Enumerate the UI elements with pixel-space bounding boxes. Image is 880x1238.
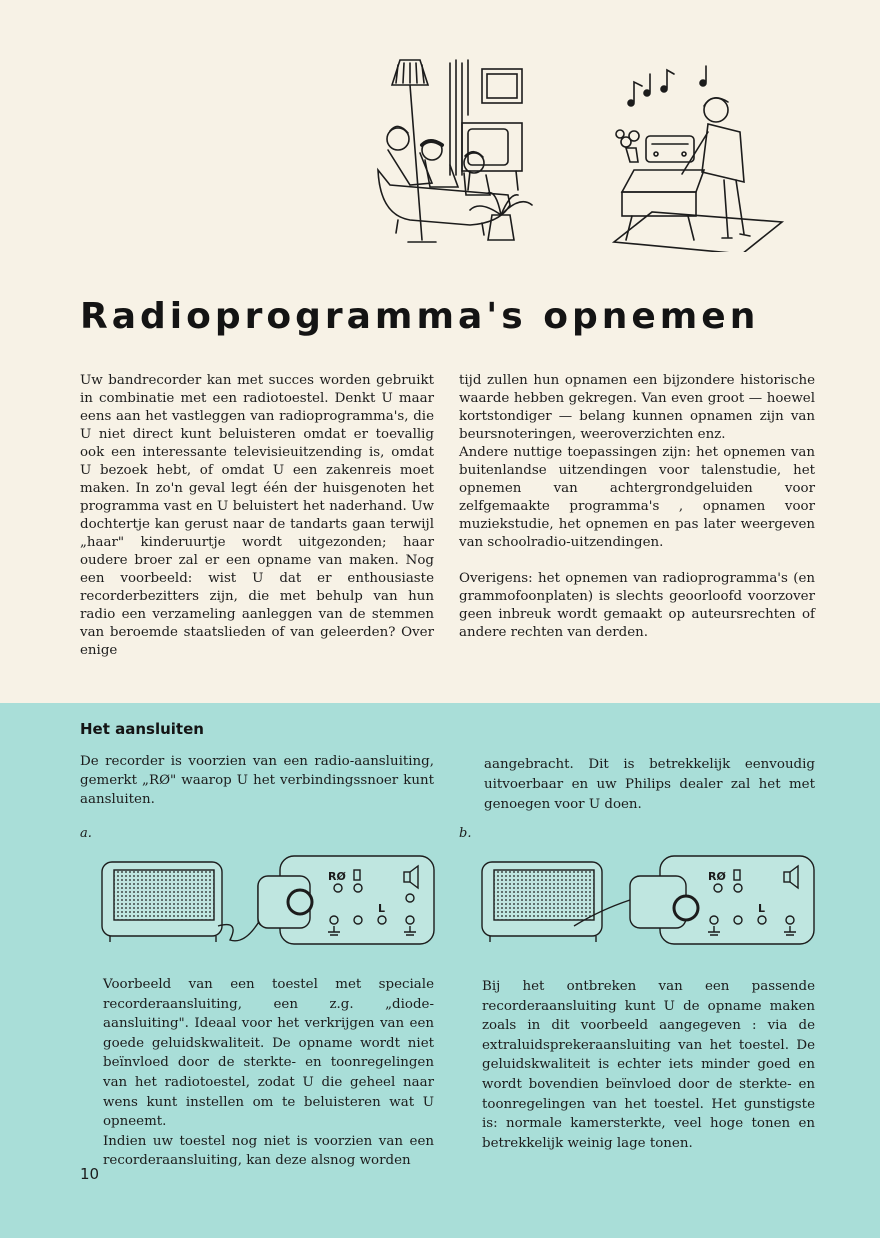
figure-a-caption bbox=[103, 975, 434, 1171]
figure-b-ro-label: RØ bbox=[708, 870, 726, 883]
figure-a-ro-label: RØ bbox=[328, 870, 346, 883]
intro-left-column bbox=[80, 372, 434, 660]
figure-a-diagram bbox=[100, 850, 440, 950]
section-heading: Het aansluiten bbox=[80, 720, 204, 738]
figure-a-l-label: L bbox=[378, 902, 386, 915]
intro-right-paragraph-2: Andere nuttige toepassingen zijn: het opnemen van buitenlandse uitzendingen voor talenstudie, het opnemen van achtergrondgeluiden voor zelfgemaakte programma's , opnamen voor muziekstudie, het opnemen en pas later weergeven van schoolradio-uitzendingen. bbox=[459, 445, 815, 550]
figure-b-label: b. bbox=[459, 826, 472, 841]
connect-left-paragraph: De recorder is voorzien van een radio-aansluiting, gemerkt „RØ" waarop U het verbindingssnoer kunt aansluiten. bbox=[80, 754, 434, 807]
page-title: Radioprogramma's opnemen bbox=[80, 296, 760, 337]
connect-right-paragraph: aangebracht. Dit is betrekkelijk eenvoudig uitvoerbaar en uw Philips dealer zal het met genoegen voor U doen. bbox=[484, 757, 815, 812]
figure-b-caption bbox=[482, 977, 815, 1153]
connect-right-text bbox=[484, 755, 815, 815]
intro-right-paragraph-3: Overigens: het opnemen van radioprogramma's (en grammofoonplaten) is slechts geoorloofd voorzover geen inbreuk wordt gemaakt op auteursrechten of andere rechten van derden. bbox=[459, 571, 815, 640]
man-radiogram-illustration bbox=[612, 62, 787, 252]
figure-b-l-label: L bbox=[758, 902, 766, 915]
figure-a-label: a. bbox=[80, 826, 92, 841]
intro-right-column bbox=[459, 372, 815, 642]
figure-a-caption-paragraph-2: Indien uw toestel nog niet is voorzien van een recorderaansluiting, kan deze alsnog worden bbox=[103, 1133, 434, 1169]
intro-left-paragraph: Uw bandrecorder kan met succes worden gebruikt in combinatie met een radiotoestel. Denkt U maar eens aan het vastleggen van radioprogramma's, die U niet direct kunt beluisteren omdat er toevallig ook een interessante televisieuitzending is, omdat U bezoek hebt, of omdat U een zakenreis moet maken. In zo'n geval legt één der huisgenoten het programma vast en U beluistert het naderhand. Uw dochtertje kan gerust naar de tandarts gaan terwijl „haar" kinderuurtje wordt uitgezonden; haar oudere broer zal er een opname van maken. Nog een voorbeeld: wist U dat er enthousiaste recorderbezitters zijn, die met behulp van hun radio een verzameling aanleggen van de stemmen van beroemde staatslieden of van geleerden? Over enige bbox=[80, 373, 434, 658]
page-number: 10 bbox=[80, 1165, 100, 1183]
connect-left-text bbox=[80, 752, 434, 809]
family-living-room-illustration bbox=[370, 55, 545, 250]
figure-b-caption-paragraph: Bij het ontbreken van een passende recorderaansluiting kunt U de opname maken zoals in dit voorbeeld aangegeven : via de extraluidsprekeraansluiting van het toestel. De geluidskwaliteit is echter iets minder goed en wordt bovendien beïnvloed door de sterkte- en toonregelingen van het toestel. Het gunstigste is: normale kamersterkte, veel hoge tonen en betrekkelijk weinig lage tonen. bbox=[482, 979, 815, 1151]
figure-a-caption-paragraph-1: Voorbeeld van een toestel met speciale recorderaansluiting, een z.g. „diode-aansluiting". Ideaal voor het verkrijgen van een goede geluidskwaliteit. De opname wordt niet beïnvloed door de sterkte- en toonregelingen van het radiotoestel, zodat U die geheel naar wens kunt instellen om te beluisteren wat U opneemt. bbox=[103, 977, 434, 1130]
figure-b-diagram bbox=[480, 850, 820, 950]
intro-right-paragraph-1: tijd zullen hun opnamen een bijzondere historische waarde hebben gekregen. Van even groot — hoewel kortstondiger — belang kunnen opnamen zijn van beursnoteringen, weeroverzichten enz. bbox=[459, 373, 815, 442]
